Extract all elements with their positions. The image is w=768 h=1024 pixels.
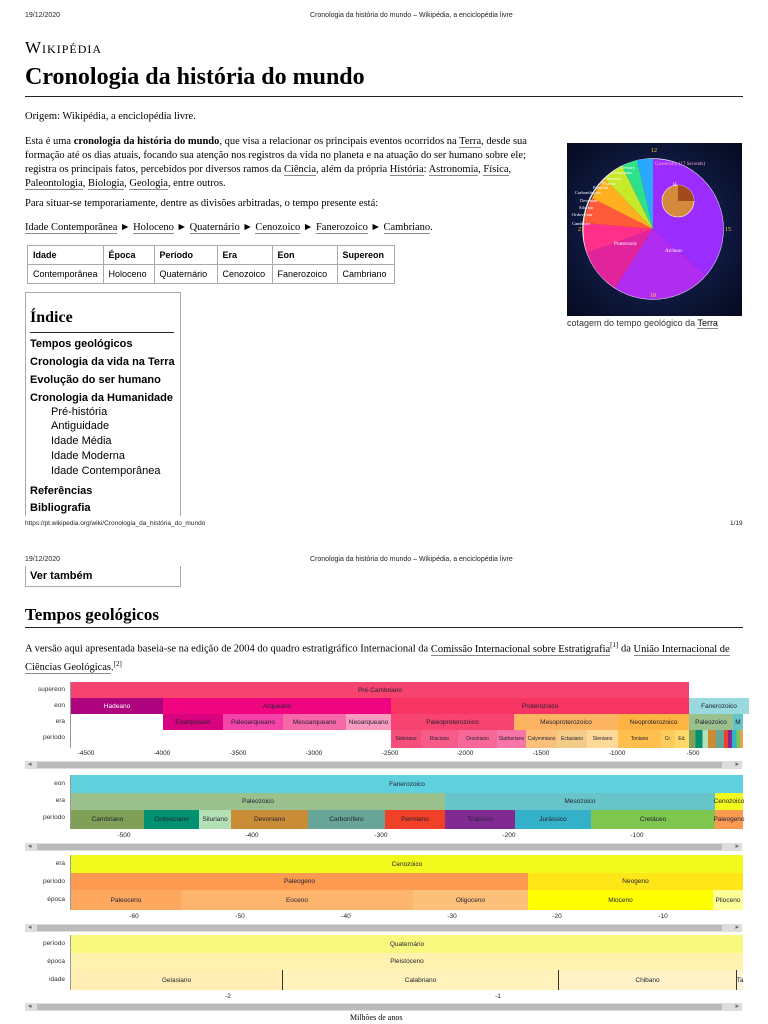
print-title: Cronologia da história do mundo – Wikipédia, a enciclopédia livre: [310, 12, 513, 19]
clock-number: 18: [650, 293, 656, 299]
print-date: 19/12/2020: [25, 12, 61, 19]
period-carboniferous[interactable]: Carbonífero: [308, 810, 385, 829]
age-tarantian[interactable]: Ta: [737, 970, 743, 990]
toc-subitem[interactable]: Antiguidade: [51, 420, 110, 432]
era-cenozoic[interactable]: Cenozoico: [715, 793, 743, 810]
epoch-paleocene[interactable]: Paleoceno: [71, 890, 181, 910]
toc-item[interactable]: Tempos geológicos: [30, 338, 133, 350]
scroll-right-icon[interactable]: ▸: [735, 1002, 739, 1010]
row-label: idade: [49, 976, 65, 983]
era-neoproterozoic[interactable]: Neoproterozoico: [618, 714, 689, 730]
scroll-left-icon[interactable]: ◂: [28, 842, 32, 850]
clock-label: H: [673, 183, 677, 188]
table-header: Período: [154, 246, 217, 265]
toc-rule: [30, 332, 174, 333]
timeline-1[interactable]: [70, 682, 743, 748]
row-label: período: [42, 878, 65, 885]
table-cell[interactable]: Quaternário: [154, 265, 217, 284]
axis-tick: -40: [341, 913, 351, 920]
era-paleozoic[interactable]: Paleozoico: [71, 793, 445, 810]
row-label: período: [42, 814, 65, 821]
period-cretaceous[interactable]: Cretáceo: [591, 810, 715, 829]
scroll-thumb[interactable]: [37, 762, 722, 768]
clock-label: Devonian: [580, 198, 598, 203]
clock-label: Carboniferous: [575, 190, 601, 195]
axis-tick: -50: [235, 913, 245, 920]
timeline-2-axis: [70, 832, 742, 842]
table-header: Supereon: [337, 246, 394, 265]
period-cryogenian[interactable]: Cr.: [661, 730, 675, 748]
age-chibanian[interactable]: Chibano: [559, 970, 737, 990]
toc-item[interactable]: Cronologia da vida na Terra: [30, 356, 175, 368]
period-phanerozoic-strip[interactable]: [689, 730, 743, 748]
axis-tick: -2: [225, 993, 231, 1000]
axis-tick: -400: [245, 832, 259, 839]
present-chain: Idade Contemporânea ► Holoceno ► Quaternário ► Cenozoico ► Fanerozoico ► Cambriano.: [25, 222, 433, 233]
row-label: era: [55, 797, 65, 804]
period-calymmian[interactable]: Calymmiano: [526, 730, 557, 748]
clock-label: Ordovician: [572, 212, 593, 217]
epoch-eocene[interactable]: Eoceno: [181, 890, 413, 910]
timeline-1-scrollbar[interactable]: [25, 761, 742, 769]
clock-label: Tertiary: [621, 165, 636, 170]
table-cell[interactable]: Cenozoico: [217, 265, 272, 284]
intro-paragraph-2: Para situar-se temporariamente, dentre as divisões arbitradas, o tempo presente está:: [25, 198, 379, 209]
table-cell[interactable]: Fanerozoico: [272, 265, 337, 284]
table-header: Idade: [28, 246, 104, 265]
axis-tick: -4500: [77, 750, 95, 757]
row-label: eon: [54, 780, 65, 787]
row-label: período: [42, 734, 65, 741]
era-mesozoic[interactable]: Mesozoico: [445, 793, 715, 810]
link-paleontologia[interactable]: Paleontologia: [25, 178, 83, 189]
eon-phanerozoic[interactable]: Fanerozoico: [71, 775, 743, 793]
period-ordovician[interactable]: Ordoviciano: [144, 810, 199, 829]
scroll-thumb[interactable]: [37, 1004, 722, 1010]
era-cenozoic[interactable]: Cenozoico: [71, 855, 743, 873]
toc-subitem[interactable]: Pré-história: [51, 406, 108, 418]
toc-subitem[interactable]: Idade Contemporânea: [51, 465, 161, 477]
link-geologia[interactable]: Geologia: [129, 178, 168, 189]
clock-label: Permian: [593, 185, 608, 190]
scroll-left-icon[interactable]: ◂: [28, 1002, 32, 1010]
period-devonian[interactable]: Devoniano: [231, 810, 308, 829]
period-siderian[interactable]: Sideriano: [391, 730, 421, 748]
timeline-1-axis: [70, 750, 742, 760]
era-mesozoic-short[interactable]: M: [733, 714, 743, 730]
axis-tick: -2500: [381, 750, 399, 757]
timeline-4-axis: [70, 993, 742, 1003]
axis-tick: -20: [552, 913, 562, 920]
print-title: Cronologia da história do mundo – Wikipédia, a enciclopédia livre: [310, 556, 513, 563]
print-url: https://pt.wikipedia.org/wiki/Cronologia_da_história_do_mundo: [25, 520, 206, 527]
print-page: 1/19: [730, 520, 743, 527]
table-header: Época: [103, 246, 154, 265]
scroll-right-icon[interactable]: ▸: [735, 923, 739, 931]
timeline-4[interactable]: [70, 935, 743, 990]
age-gelasian[interactable]: Gelasiano: [71, 970, 283, 990]
clock-number: 12: [651, 148, 657, 154]
strat-table: [27, 245, 395, 284]
scroll-left-icon[interactable]: ◂: [28, 923, 32, 931]
print-date: 19/12/2020: [25, 556, 61, 563]
chain-link[interactable]: Holoceno: [133, 222, 174, 233]
clock-number: 15: [725, 227, 731, 233]
timeline-3[interactable]: [70, 855, 743, 910]
supereon-precambrian[interactable]: Pré-Cambriano: [71, 682, 689, 698]
timeline-2[interactable]: [70, 775, 743, 829]
strat-table-header-row: [28, 246, 395, 265]
eon-proterozoic[interactable]: Proterozoico: [391, 698, 689, 714]
axis-tick: -3000: [305, 750, 323, 757]
axis-tick: -500: [117, 832, 131, 839]
period-paleogene[interactable]: Paleogeno: [71, 873, 528, 890]
clock-label: Triassic: [602, 181, 617, 186]
era-mesoproterozoic[interactable]: Mesoproterozoico: [514, 714, 618, 730]
scroll-right-icon[interactable]: ▸: [735, 760, 739, 768]
era-paleozoic[interactable]: Paleozoico: [689, 714, 733, 730]
eon-hadean[interactable]: Hadeano: [71, 698, 163, 714]
row-label: eon: [54, 702, 65, 709]
section-rule: [25, 627, 743, 628]
timeline-4-scrollbar[interactable]: [25, 1003, 742, 1011]
chain-link[interactable]: Idade Contemporânea: [25, 222, 118, 233]
toc-item[interactable]: Ver também: [30, 570, 93, 582]
period-paleogene[interactable]: Paleogeno: [715, 810, 743, 829]
period-silurian[interactable]: Siluriano: [199, 810, 231, 829]
eon-phanerozoic[interactable]: Fanerozoico: [689, 698, 749, 714]
eon-archean[interactable]: Arqueano: [163, 698, 391, 714]
epoch-pleistocene[interactable]: Pleistoceno: [71, 953, 743, 970]
period-quaternary[interactable]: Quaternário: [71, 935, 743, 953]
row-label: período: [42, 940, 65, 947]
axis-tick: -3500: [229, 750, 247, 757]
strat-table-row: [28, 265, 395, 284]
intro-paragraph: Esta é uma cronologia da história do mundo, que visa a relacionar os principais eventos ocorridos na Terra, desde sua formação até os dias atuais, focando sua atenção nos registros da vida no planeta e na atuação do ser humano sobre ele; registra os principais fatos, percebidos por diversos ramos da Ciência, além da própria História: Astronomia, Física, Paleontologia, Biologia, Geologia, entre outros.: [25, 136, 527, 189]
clock-label: Jurassic: [607, 176, 622, 181]
row-label: época: [47, 958, 65, 965]
link-ciencia[interactable]: Ciência: [283, 164, 317, 175]
scroll-thumb[interactable]: [37, 925, 722, 931]
scroll-left-icon[interactable]: ◂: [28, 760, 32, 768]
section-heading: Tempos geológicos: [25, 605, 159, 624]
clock-label: Cretaceous: [612, 170, 632, 175]
period-ectasian[interactable]: Ectasiano: [557, 730, 587, 748]
period-rhyacian[interactable]: Riaciano: [421, 730, 458, 748]
period-statherian[interactable]: Statheriano: [497, 730, 526, 748]
page-title: Cronologia da história do mundo: [25, 64, 365, 90]
wikipedia-logo[interactable]: Wikipédia: [25, 38, 103, 57]
link-astronomia[interactable]: Astronomia: [428, 164, 479, 175]
era-paleoarchean[interactable]: Paleoarqueano: [223, 714, 283, 730]
toc-item[interactable]: Evolução do ser humano: [30, 374, 161, 386]
toc-item[interactable]: Bibliografia: [30, 502, 91, 514]
era-paleoproterozoic[interactable]: Paleoproterozoico: [391, 714, 514, 730]
era-neoarchean[interactable]: Neoarqueano: [346, 714, 391, 730]
scroll-thumb[interactable]: [37, 844, 722, 850]
row-label: era: [55, 860, 65, 867]
link-biologia[interactable]: Biologia: [88, 178, 125, 189]
row-label: supereon: [37, 686, 65, 693]
timeline-3-scrollbar[interactable]: [25, 924, 742, 932]
table-cell[interactable]: Cambriano: [337, 265, 394, 284]
axis-tick: -60: [129, 913, 139, 920]
age-calabrian[interactable]: Calabriano: [283, 970, 559, 990]
origin-line: Origem: Wikipédia, a enciclopédia livre.: [25, 111, 196, 122]
period-orosirian[interactable]: Orosiriano: [458, 730, 497, 748]
image-caption: cotagem do tempo geológico da Terra: [567, 318, 718, 328]
link-historia[interactable]: História: [389, 164, 424, 175]
chain-link[interactable]: Quaternário: [189, 222, 240, 233]
reference-link[interactable]: [2]: [113, 659, 122, 668]
clock-label: Silurian: [579, 205, 594, 210]
axis-tick: -10: [658, 913, 668, 920]
axis-tick: -30: [447, 913, 457, 920]
period-permian[interactable]: Permiano: [385, 810, 445, 829]
toc-item[interactable]: Referências: [30, 485, 93, 497]
section-paragraph: A versão aqui apresentada baseia-se na edição de 2004 do quadro estratigráfico Internacional da Comissão Internacional sobre Estratigrafia[1] da União Internacional de Ciências Geológicas.[2]: [25, 641, 730, 673]
era-eoarchean[interactable]: Eoarqueano: [163, 714, 223, 730]
chain-link[interactable]: Cambriano: [383, 222, 431, 233]
period-neogene[interactable]: Neogeno: [528, 873, 743, 890]
axis-tick: -1000: [608, 750, 626, 757]
table-cell[interactable]: Holoceno: [103, 265, 154, 284]
toc-item[interactable]: Cronologia da Humanidade: [30, 392, 174, 404]
axis-tick: -200: [502, 832, 516, 839]
geologic-clock-svg: [567, 143, 742, 316]
axis-tick: -500: [686, 750, 700, 757]
axis-tick: -1500: [532, 750, 550, 757]
period-jurassic[interactable]: Jurássico: [515, 810, 591, 829]
clock-number: 21: [578, 227, 584, 233]
era-mesoarchean[interactable]: Mesoarqueano: [283, 714, 346, 730]
epoch-pliocene[interactable]: Plioceno: [713, 890, 743, 910]
toc-subitem[interactable]: Idade Moderna: [51, 450, 125, 462]
link-terra[interactable]: Terra: [459, 136, 482, 147]
clock-label: Quaternary (17 Seconds): [655, 162, 705, 167]
axis-tick: -1: [495, 993, 501, 1000]
link-terra-caption[interactable]: Terra: [697, 318, 718, 328]
reference-link[interactable]: [1]: [610, 641, 619, 649]
geologic-clock-image[interactable]: [567, 143, 742, 316]
epoch-oligocene[interactable]: Oligoceno: [413, 890, 528, 910]
clock-label: Cambrian: [572, 221, 590, 226]
timeline-3-axis: [70, 913, 742, 923]
chain-link[interactable]: Cenozoico: [255, 222, 301, 233]
link-iugs[interactable]: União Internacional de Ciências Geológicas: [25, 643, 730, 673]
link-cie[interactable]: Comissão Internacional sobre Estratigrafia: [430, 643, 611, 655]
axis-tick: -100: [630, 832, 644, 839]
period-ediacaran[interactable]: Ed.: [675, 730, 689, 748]
period-stenian[interactable]: Steniano: [587, 730, 618, 748]
period-cambrian[interactable]: Cambriano: [71, 810, 144, 829]
chain-link[interactable]: Fanerozoico: [315, 222, 368, 233]
toc-subitem[interactable]: Idade Média: [51, 435, 112, 447]
table-header: Eon: [272, 246, 337, 265]
title-rule: [25, 96, 743, 97]
table-header: Era: [217, 246, 272, 265]
timeline-2-scrollbar[interactable]: [25, 843, 742, 851]
clock-label: Archean: [665, 249, 682, 254]
clock-label: Proterozoic: [614, 242, 638, 247]
row-label: época: [47, 896, 65, 903]
table-cell[interactable]: Contemporânea: [28, 265, 104, 284]
toc-title: Índice: [30, 309, 73, 326]
epoch-miocene[interactable]: Mioceno: [528, 890, 713, 910]
axis-tick: -4000: [153, 750, 171, 757]
period-triassic[interactable]: Triássico: [445, 810, 515, 829]
axis-caption: Milhões de anos: [350, 1013, 403, 1022]
axis-tick: -300: [374, 832, 388, 839]
row-label: era: [55, 718, 65, 725]
scroll-right-icon[interactable]: ▸: [735, 842, 739, 850]
link-fisica[interactable]: Física: [483, 164, 509, 175]
axis-tick: -2000: [456, 750, 474, 757]
period-tonian[interactable]: Toniano: [618, 730, 661, 748]
